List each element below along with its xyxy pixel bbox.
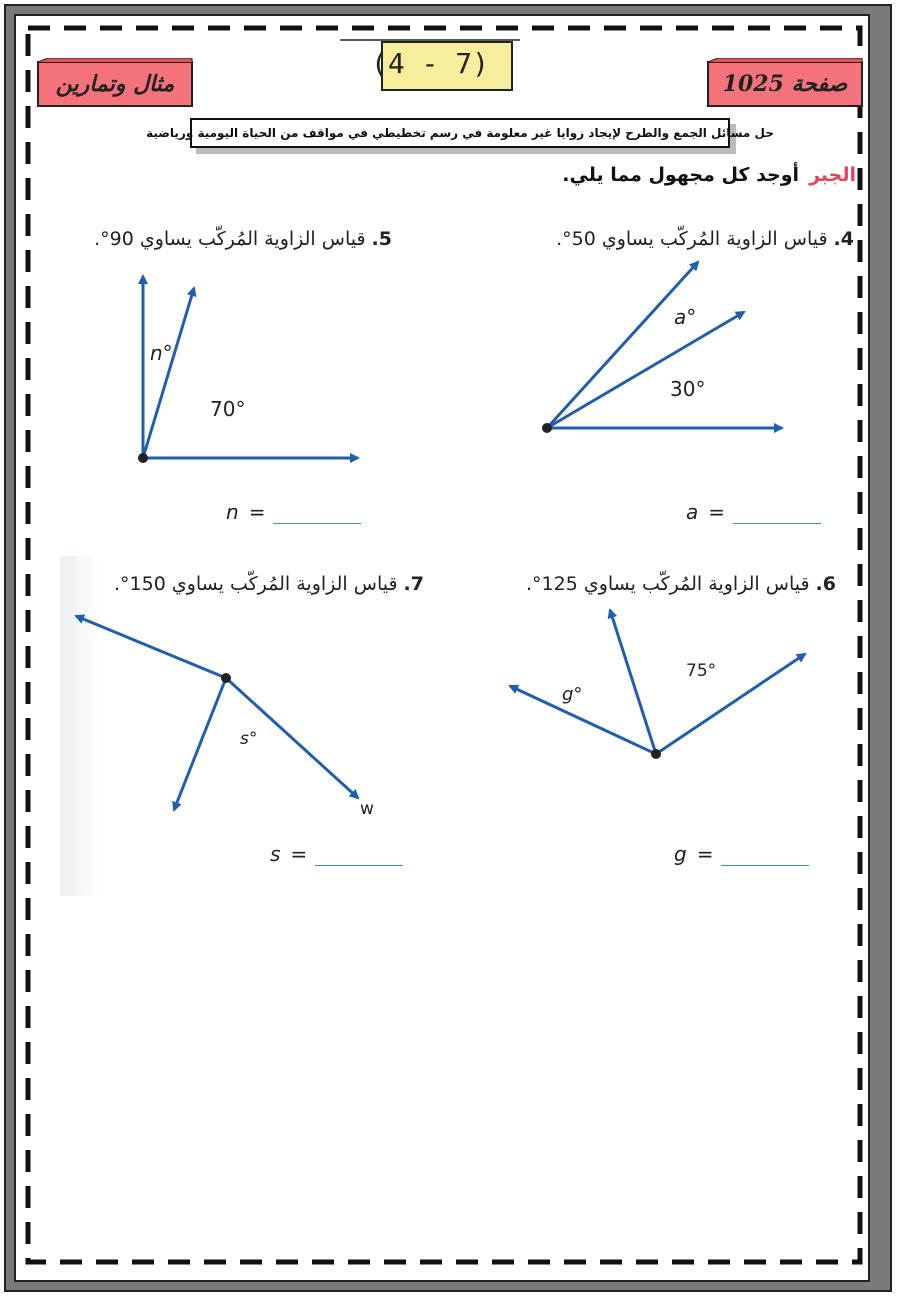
angle-label-a: a°: [674, 305, 697, 329]
answer-blank[interactable]: [733, 505, 821, 524]
answer-blank[interactable]: [273, 505, 361, 524]
problem-6-statement: [526, 573, 836, 595]
left-ribbon-label: مثال وتمارين: [55, 71, 175, 97]
vertex-dot: [651, 749, 661, 759]
problem-5-statement: [94, 228, 392, 250]
page-number-ribbon: [706, 58, 864, 110]
problem-text: قياس الزاوية المُركّب يساوي 150°.: [113, 573, 398, 595]
ray-right: [656, 654, 805, 754]
problem-6-diagram: [500, 600, 820, 770]
problem-number: 5.: [371, 228, 392, 250]
equals-sign: =: [248, 500, 266, 524]
problem-number: 7.: [403, 573, 424, 595]
answer-variable: n: [226, 500, 239, 524]
ray-label-w: w: [360, 799, 374, 819]
problem-number: 6.: [815, 573, 836, 595]
problem-6-answer: [674, 842, 809, 866]
angle-label-70: 70°: [210, 397, 246, 421]
problem-4-diagram: [520, 250, 800, 450]
equals-sign: =: [708, 500, 726, 524]
answer-variable: s: [270, 842, 281, 866]
angle-label-75: 75°: [686, 661, 717, 681]
ray-top: [547, 262, 698, 428]
ray-left: [510, 686, 656, 754]
angle-label-g: g°: [562, 684, 583, 705]
instruction-line: [562, 164, 856, 186]
problem-4-answer: [686, 500, 821, 524]
angle-label-30: 30°: [670, 377, 706, 401]
problem-4-statement: [556, 228, 854, 250]
problem-7-statement: [114, 573, 424, 595]
problem-text: قياس الزاوية المُركّب يساوي 90°.: [94, 228, 366, 250]
lesson-code: (4 - 7): [370, 46, 489, 80]
ray-upper-left: [76, 616, 226, 678]
equals-sign: =: [290, 842, 308, 866]
ray-middle: [547, 312, 744, 428]
vertex-dot: [138, 453, 148, 463]
problem-text: قياس الزاوية المُركّب يساوي 50°.: [556, 228, 828, 250]
answer-blank[interactable]: [721, 847, 809, 866]
ray-slanted: [143, 288, 194, 458]
problem-number: 4.: [833, 228, 854, 250]
problem-text: قياس الزاوية المُركّب يساوي 125°.: [525, 573, 810, 595]
answer-variable: a: [686, 500, 699, 524]
right-ribbon-label: صفحة 1025: [722, 71, 848, 97]
problem-7-answer: [270, 842, 403, 866]
vertex-dot: [221, 673, 231, 683]
lesson-goal: حل مسائل الجمع والطرح لإيجاد زوايا غير معلومة في رسم تخطيطي في مواقف من الحياة اليومية ورياضية: [190, 118, 730, 148]
vertex-dot: [542, 423, 552, 433]
algebra-tag: الجبر: [809, 164, 856, 186]
angle-label-n: n°: [150, 341, 173, 365]
instruction-text: أوجد كل مجهول مما يلي.: [562, 164, 800, 186]
answer-variable: g: [674, 842, 687, 866]
equals-sign: =: [696, 842, 714, 866]
angle-label-s: s°: [240, 729, 258, 749]
ray-up: [610, 610, 656, 754]
problem-5-answer: [226, 500, 361, 524]
problem-7-diagram: [66, 606, 386, 826]
lesson-code-tag: [340, 32, 520, 94]
answer-blank[interactable]: [315, 847, 403, 866]
ray-down-left: [174, 678, 226, 810]
problem-5-diagram: [110, 270, 370, 470]
examples-exercises-ribbon: [36, 58, 194, 110]
